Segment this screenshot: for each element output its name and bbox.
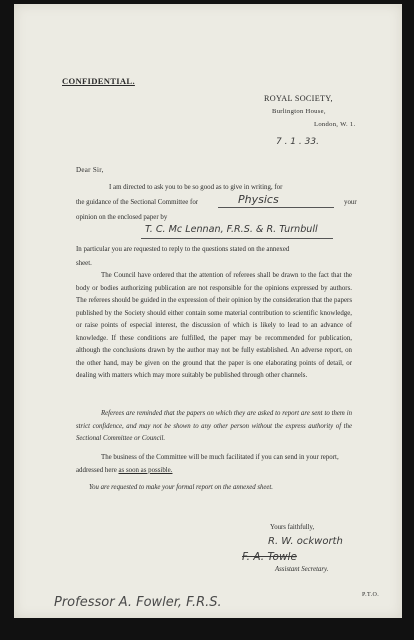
society-name: ROYAL SOCIETY, <box>264 94 333 103</box>
salutation: Dear Sir, <box>76 166 104 174</box>
confidential-heading: CONFIDENTIAL. <box>62 76 135 86</box>
handwritten-date: 7 . 1 . 33. <box>276 137 319 147</box>
instructions-line-2: sheet. <box>76 260 92 267</box>
letter-page <box>14 4 402 618</box>
signatory-title: Assistant Secretary. <box>275 566 329 573</box>
confidentiality-note: Referees are reminded that the papers on which they are asked to report are sent to them in strict confidence, and may not be shown to any other person without the express authority of the Sectional Committee or Council. <box>76 410 352 442</box>
business-paragraph <box>76 452 352 477</box>
authors-blank-line <box>141 238 333 239</box>
request-line-2-after: your <box>344 199 357 206</box>
address-line-2: London, W. 1. <box>314 121 356 128</box>
business-text: The business of the Committee will be much facilitated if you can send in your report, addressed here <box>76 454 339 474</box>
committee-blank-line <box>218 207 334 208</box>
address-line-1: Burlington House, <box>272 108 326 115</box>
signature-1: R. W. ockworth <box>268 536 343 547</box>
formal-report-note: You are requested to make your formal report on the annexed sheet. <box>89 484 273 491</box>
request-line-2-before: the guidance of the Sectional Committee for <box>76 199 199 206</box>
handwritten-recipient: Professor A. Fowler, F.R.S. <box>54 595 222 610</box>
request-line-3: opinion on the enclosed paper by <box>76 214 168 221</box>
valediction: Yours faithfully, <box>270 524 315 531</box>
request-line-1: I am directed to ask you to be so good as to give in writing, for <box>109 184 283 191</box>
council-paragraph-text: The Council have ordered that the attention of referees shall be drawn to the fact that the body or bodies authorizing publication are not responsible for the opinions expressed by authors. The referees should be guided in the expression of their opinion by the consideration that the papers published by the Society should either contain some material contribution to scientific knowledge, or raise points of especial interest, the discussion of which is likely to lead to an advance of knowledge. If these conditions are fulfilled, the paper may be recommended for publication, although the conclusions drawn by the author may not be fully established. An adverse report, on the other hand, may be given on the ground that the paper is one elaborating points of detail, or dealing with matters which may more suitably be published through other channels. <box>76 272 352 379</box>
signature-2: F. A. Towle <box>242 551 297 563</box>
pto-mark: P.T.O. <box>362 592 380 598</box>
business-underlined: as soon as possible. <box>118 466 173 474</box>
council-paragraph <box>76 270 352 383</box>
handwritten-committee: Physics <box>238 193 279 206</box>
instructions-line-1: In particular you are requested to reply to the questions stated on the annexed <box>76 246 290 253</box>
handwritten-authors: T. C. Mc Lennan, F.R.S. & R. Turnbull <box>145 224 318 235</box>
